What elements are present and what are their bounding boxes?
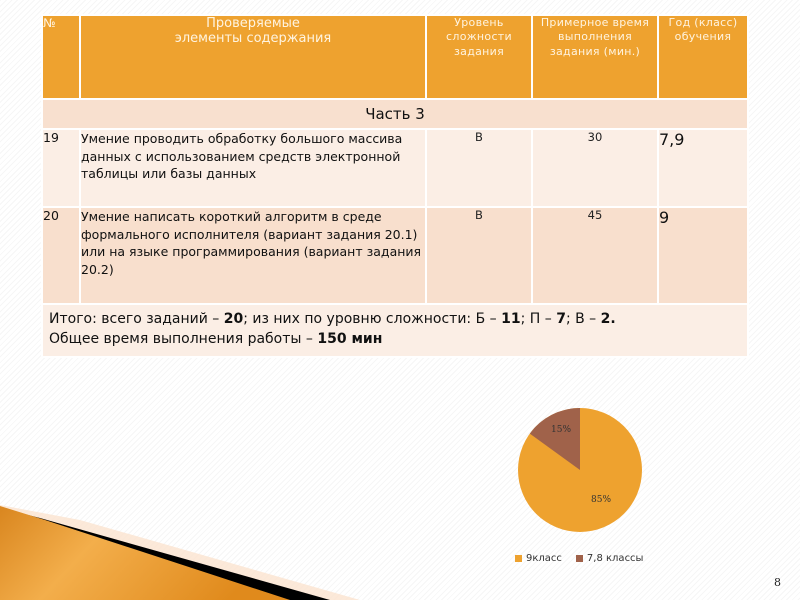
header-row bbox=[42, 15, 748, 99]
task-grade: 9 bbox=[658, 207, 748, 304]
summary-part: ; П – bbox=[520, 311, 557, 327]
header-num: № bbox=[42, 15, 80, 99]
chart-legend bbox=[515, 553, 653, 564]
task-time: 30 bbox=[532, 129, 658, 207]
table-row bbox=[42, 129, 748, 207]
part-row bbox=[42, 99, 748, 129]
task-level: В bbox=[426, 207, 532, 304]
pie-label-15: 15% bbox=[551, 425, 572, 435]
summary-text bbox=[42, 304, 748, 357]
task-number: 20 bbox=[42, 207, 80, 304]
task-time: 45 bbox=[532, 207, 658, 304]
task-number: 19 bbox=[42, 129, 80, 207]
part-title: Часть 3 bbox=[42, 99, 748, 129]
pie-label-85: 85% bbox=[591, 495, 612, 505]
header-time: Примерное время выполнения задания (мин.) bbox=[532, 15, 658, 99]
summary-part: ; из них по уровню сложности: Б – bbox=[243, 311, 502, 327]
summary-time: 150 мин bbox=[317, 331, 383, 348]
header-elements bbox=[80, 15, 426, 99]
summary-part: Итого: всего заданий – bbox=[49, 311, 224, 327]
summary-total: 20 bbox=[223, 311, 244, 327]
header-grade: Год (класс) обучения bbox=[658, 15, 748, 99]
header-elements-line1: Проверяемые bbox=[206, 16, 300, 31]
legend-swatch-icon bbox=[515, 555, 522, 562]
summary-advanced: 7 bbox=[556, 311, 566, 327]
pie-chart bbox=[518, 408, 642, 532]
summary-part: Общее время выполнения работы – bbox=[49, 331, 318, 348]
task-description: Умение проводить обработку большого массива данных с использованием средств электронной таблицы или базы данных bbox=[80, 129, 426, 207]
summary-high: 2. bbox=[600, 311, 616, 327]
legend-label: 7,8 классы bbox=[586, 553, 644, 564]
summary-part: ; В – bbox=[565, 311, 601, 327]
summary-row bbox=[42, 304, 748, 357]
summary-basic: 11 bbox=[501, 311, 521, 327]
task-description: Умение написать короткий алгоритм в среде формального исполнителя (вариант задания 20.1) или на языке программирования (вариант задания 20.2) bbox=[80, 207, 426, 304]
task-level: В bbox=[426, 129, 532, 207]
header-elements-line2: элементы содержания bbox=[174, 31, 332, 46]
exam-table bbox=[41, 14, 749, 358]
pie-svg bbox=[518, 408, 642, 532]
header-level: Уровень сложности задания bbox=[426, 15, 532, 99]
legend-label: 9класс bbox=[526, 553, 562, 564]
task-grade: 7,9 bbox=[658, 129, 748, 207]
legend-swatch-icon bbox=[576, 555, 583, 562]
table-row bbox=[42, 207, 748, 304]
page-number: 8 bbox=[774, 576, 781, 589]
legend-item-9class bbox=[515, 553, 562, 564]
legend-item-78class bbox=[576, 553, 644, 564]
